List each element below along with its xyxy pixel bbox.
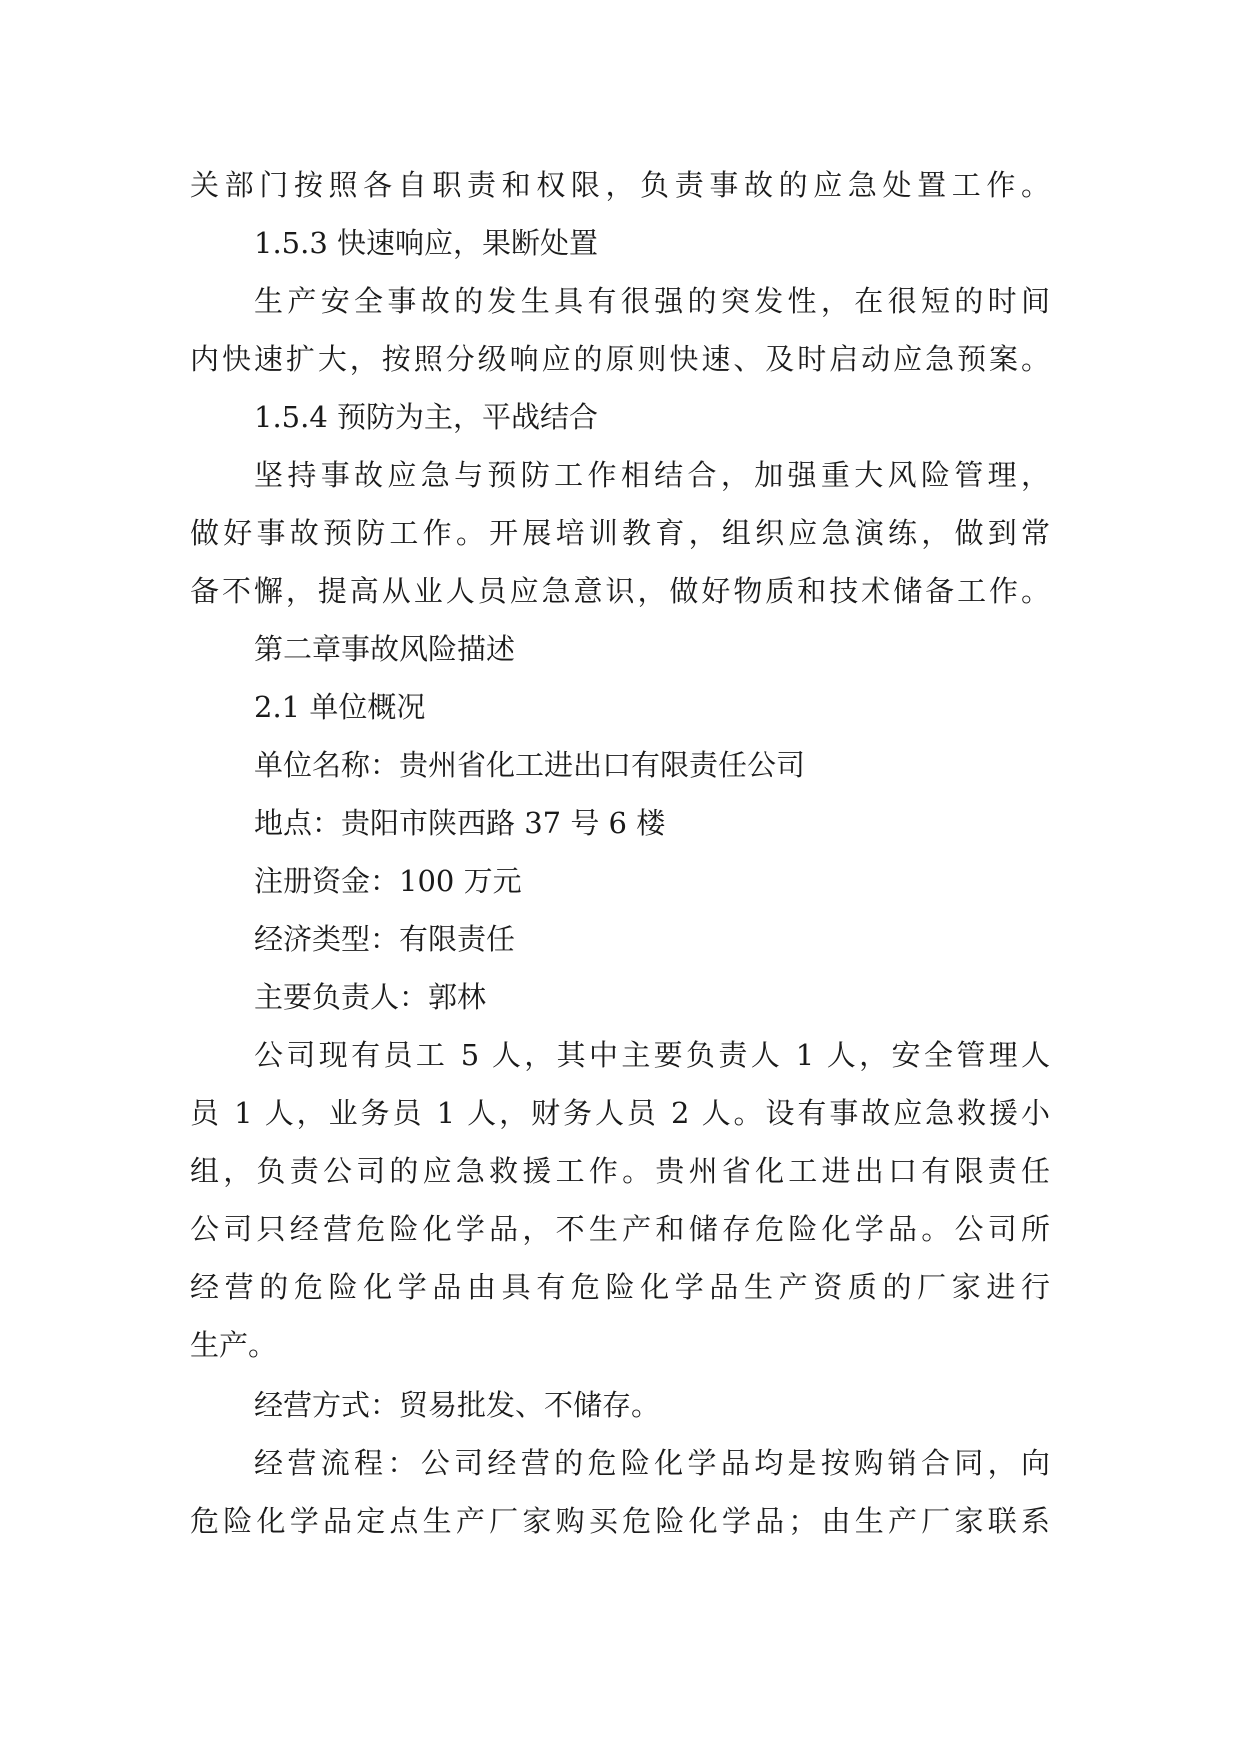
paragraph-line: 生产。 (190, 1328, 278, 1362)
paragraph-line: 做好事故预防工作。开展培训教育，组织应急演练，做到常 (190, 516, 1050, 550)
chapter-heading: 第二章事故风险描述 (254, 632, 516, 666)
paragraph-line: 内快速扩大，按照分级响应的原则快速、及时启动应急预案。 (190, 342, 1050, 376)
info-line: 地点：贵阳市陕西路 37 号 6 楼 (254, 806, 666, 840)
paragraph-line: 危险化学品定点生产厂家购买危险化学品；由生产厂家联系 (190, 1504, 1050, 1538)
info-line: 经济类型：有限责任 (254, 922, 516, 956)
paragraph-line: 组，负责公司的应急救援工作。贵州省化工进出口有限责任 (190, 1154, 1050, 1188)
paragraph-line: 经营流程：公司经营的危险化学品均是按购销合同，向 (254, 1446, 1050, 1480)
section-heading: 1.5.3 快速响应，果断处置 (254, 226, 599, 260)
paragraph-line: 关部门按照各自职责和权限，负责事故的应急处置工作。 (190, 168, 1050, 202)
section-heading: 1.5.4 预防为主，平战结合 (254, 400, 599, 434)
paragraph-line: 员 1 人，业务员 1 人，财务人员 2 人。设有事故应急救援小 (190, 1096, 1050, 1130)
paragraph-line: 备不懈，提高从业人员应急意识，做好物质和技术储备工作。 (190, 574, 1050, 608)
info-line: 主要负责人：郭林 (254, 980, 487, 1014)
info-line: 注册资金：100 万元 (254, 864, 522, 898)
section-heading: 2.1 单位概况 (254, 690, 426, 724)
paragraph-line: 经营方式：贸易批发、不储存。 (254, 1388, 661, 1422)
info-line: 单位名称：贵州省化工进出口有限责任公司 (254, 748, 806, 782)
paragraph-line: 公司现有员工 5 人，其中主要负责人 1 人，安全管理人 (254, 1038, 1050, 1072)
paragraph-line: 公司只经营危险化学品，不生产和储存危险化学品。公司所 (190, 1212, 1050, 1246)
paragraph-line: 坚持事故应急与预防工作相结合，加强重大风险管理， (254, 458, 1050, 492)
paragraph-line: 生产安全事故的发生具有很强的突发性，在很短的时间 (254, 284, 1050, 318)
paragraph-line: 经营的危险化学品由具有危险化学品生产资质的厂家进行 (190, 1270, 1050, 1304)
